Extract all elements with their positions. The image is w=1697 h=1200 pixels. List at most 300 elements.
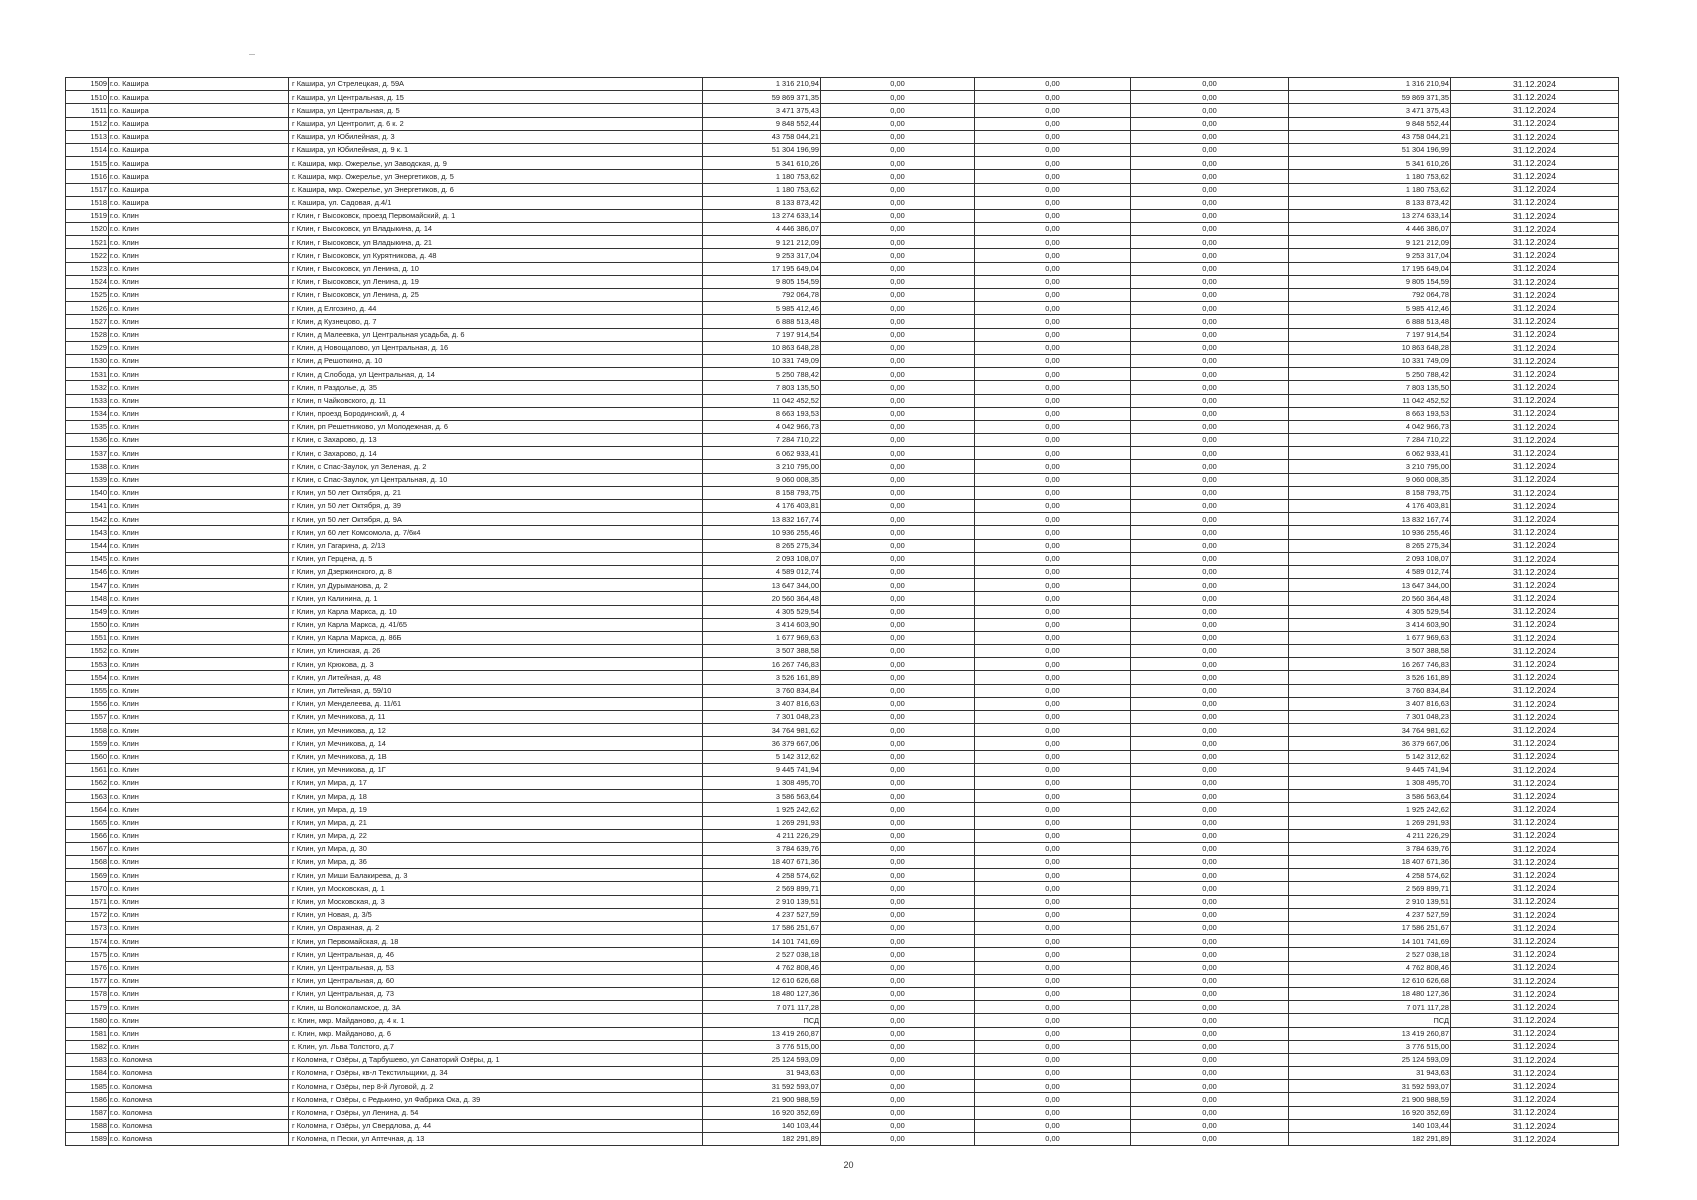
municipality-cell: г.о. Коломна: [109, 1106, 289, 1119]
amount-total-cell: 2 569 899,71: [703, 882, 821, 895]
amount-col-3-cell: 0,00: [975, 803, 1131, 816]
address-cell: г. Кашира, мкр. Ожерелье, ул Заводская, д. 9: [289, 157, 703, 170]
amount-col-3-cell: 0,00: [975, 1119, 1131, 1132]
amount-col-4-cell: 0,00: [1131, 407, 1289, 420]
municipality-cell: г.о. Коломна: [109, 1067, 289, 1080]
municipality-cell: г.о. Кашира: [109, 196, 289, 209]
date-cell: 31.12.2024: [1451, 882, 1619, 895]
amount-col-2-cell: 0,00: [821, 908, 975, 921]
amount-col-3-cell: 0,00: [975, 842, 1131, 855]
amount-col-2-cell: 0,00: [821, 948, 975, 961]
table-row: [66, 658, 1619, 671]
municipality-cell: г.о. Клин: [109, 1040, 289, 1053]
amount-col-2-cell: 0,00: [821, 1001, 975, 1014]
amount-total-cell: 13 274 633,14: [703, 209, 821, 222]
table-row: [66, 460, 1619, 473]
table-row: [66, 790, 1619, 803]
amount-col-2-cell: 0,00: [821, 1119, 975, 1132]
table-row: [66, 104, 1619, 117]
date-cell: 31.12.2024: [1451, 605, 1619, 618]
amount-col-3-cell: 0,00: [975, 315, 1131, 328]
table-row: [66, 209, 1619, 222]
date-cell: 31.12.2024: [1451, 157, 1619, 170]
address-cell: г. Кашира, ул. Садовая, д.4/1: [289, 196, 703, 209]
table-row: [66, 117, 1619, 130]
amount-total-cell: 13 832 167,74: [703, 513, 821, 526]
amount-total-cell: 3 526 161,89: [703, 671, 821, 684]
amount-col-4-cell: 0,00: [1131, 315, 1289, 328]
address-cell: г Клин, ул Литейная, д. 48: [289, 671, 703, 684]
amount-col-3-cell: 0,00: [975, 1093, 1131, 1106]
amount-balance-cell: 31 592 593,07: [1289, 1080, 1451, 1093]
address-cell: г Клин, д Кузнецово, д. 7: [289, 315, 703, 328]
amount-col-2-cell: 0,00: [821, 895, 975, 908]
amount-balance-cell: 5 341 610,26: [1289, 157, 1451, 170]
amount-balance-cell: 792 064,78: [1289, 289, 1451, 302]
amount-col-3-cell: 0,00: [975, 209, 1131, 222]
amount-balance-cell: 2 569 899,71: [1289, 882, 1451, 895]
amount-col-4-cell: 0,00: [1131, 1119, 1289, 1132]
amount-col-3-cell: 0,00: [975, 539, 1131, 552]
address-cell: г Клин, г Высоковск, проезд Первомайский, д. 1: [289, 209, 703, 222]
amount-col-2-cell: 0,00: [821, 631, 975, 644]
amount-col-2-cell: 0,00: [821, 697, 975, 710]
amount-total-cell: 1 308 495,70: [703, 776, 821, 789]
amount-col-3-cell: 0,00: [975, 500, 1131, 513]
municipality-cell: г.о. Клин: [109, 381, 289, 394]
amount-col-4-cell: 0,00: [1131, 460, 1289, 473]
amount-col-2-cell: 0,00: [821, 143, 975, 156]
amount-col-3-cell: 0,00: [975, 157, 1131, 170]
table-row: [66, 1001, 1619, 1014]
address-cell: г Клин, п Раздолье, д. 35: [289, 381, 703, 394]
table-row: [66, 78, 1619, 91]
date-cell: 31.12.2024: [1451, 196, 1619, 209]
amount-balance-cell: 1 308 495,70: [1289, 776, 1451, 789]
date-cell: 31.12.2024: [1451, 354, 1619, 367]
address-cell: г Коломна, г Озёры, ул Ленина, д. 54: [289, 1106, 703, 1119]
amount-total-cell: 18 480 127,36: [703, 987, 821, 1000]
row-number-cell: 1531: [66, 368, 109, 381]
amount-balance-cell: 9 253 317,04: [1289, 249, 1451, 262]
amount-col-4-cell: 0,00: [1131, 816, 1289, 829]
address-cell: г Клин, с Захарово, д. 13: [289, 434, 703, 447]
amount-total-cell: 34 764 981,62: [703, 724, 821, 737]
date-cell: 31.12.2024: [1451, 104, 1619, 117]
table-row: [66, 473, 1619, 486]
municipality-cell: г.о. Коломна: [109, 1133, 289, 1146]
amount-col-4-cell: 0,00: [1131, 579, 1289, 592]
row-number-cell: 1540: [66, 486, 109, 499]
table-row: [66, 961, 1619, 974]
amount-balance-cell: 6 888 513,48: [1289, 315, 1451, 328]
amount-total-cell: 3 586 563,64: [703, 790, 821, 803]
amount-col-3-cell: 0,00: [975, 922, 1131, 935]
municipality-cell: г.о. Кашира: [109, 130, 289, 143]
amount-col-3-cell: 0,00: [975, 856, 1131, 869]
table-row: [66, 91, 1619, 104]
table-row: [66, 275, 1619, 288]
row-number-cell: 1510: [66, 91, 109, 104]
table-row: [66, 948, 1619, 961]
amount-col-2-cell: 0,00: [821, 1093, 975, 1106]
row-number-cell: 1558: [66, 724, 109, 737]
row-number-cell: 1534: [66, 407, 109, 420]
amount-col-4-cell: 0,00: [1131, 684, 1289, 697]
address-cell: г Клин, ул Мечникова, д. 1Г: [289, 763, 703, 776]
amount-balance-cell: 59 869 371,35: [1289, 91, 1451, 104]
amount-balance-cell: 5 142 312,62: [1289, 750, 1451, 763]
amount-total-cell: 3 407 816,63: [703, 697, 821, 710]
table-row: [66, 447, 1619, 460]
amount-balance-cell: 20 560 364,48: [1289, 592, 1451, 605]
date-cell: 31.12.2024: [1451, 803, 1619, 816]
amount-balance-cell: 21 900 988,59: [1289, 1093, 1451, 1106]
amount-balance-cell: 3 414 603,90: [1289, 618, 1451, 631]
date-cell: 31.12.2024: [1451, 420, 1619, 433]
table-row: [66, 354, 1619, 367]
amount-col-3-cell: 0,00: [975, 1067, 1131, 1080]
municipality-cell: г.о. Клин: [109, 724, 289, 737]
date-cell: 31.12.2024: [1451, 961, 1619, 974]
amount-total-cell: 31 592 593,07: [703, 1080, 821, 1093]
amount-col-4-cell: 0,00: [1131, 249, 1289, 262]
date-cell: 31.12.2024: [1451, 473, 1619, 486]
amount-col-4-cell: 0,00: [1131, 922, 1289, 935]
date-cell: 31.12.2024: [1451, 183, 1619, 196]
date-cell: 31.12.2024: [1451, 91, 1619, 104]
table-row: [66, 895, 1619, 908]
row-number-cell: 1539: [66, 473, 109, 486]
date-cell: 31.12.2024: [1451, 447, 1619, 460]
address-cell: г Клин, ул 50 лет Октября, д. 9А: [289, 513, 703, 526]
amount-total-cell: 8 265 275,34: [703, 539, 821, 552]
amount-balance-cell: 3 776 515,00: [1289, 1040, 1451, 1053]
address-cell: г Клин, ул Центральная, д. 60: [289, 974, 703, 987]
row-number-cell: 1563: [66, 790, 109, 803]
table-row: [66, 1119, 1619, 1132]
amount-total-cell: 10 331 749,09: [703, 354, 821, 367]
amount-balance-cell: 1 677 969,63: [1289, 631, 1451, 644]
address-cell: г Клин, г Высоковск, ул Курятникова, д. 48: [289, 249, 703, 262]
amount-col-3-cell: 0,00: [975, 117, 1131, 130]
amount-col-4-cell: 0,00: [1131, 961, 1289, 974]
amount-col-3-cell: 0,00: [975, 407, 1131, 420]
amount-col-2-cell: 0,00: [821, 565, 975, 578]
address-cell: г Клин, ул Первомайская, д. 18: [289, 935, 703, 948]
table-row: [66, 1093, 1619, 1106]
amount-col-2-cell: 0,00: [821, 354, 975, 367]
amount-total-cell: 13 647 344,00: [703, 579, 821, 592]
amount-total-cell: 4 176 403,81: [703, 500, 821, 513]
row-number-cell: 1520: [66, 223, 109, 236]
amount-col-4-cell: 0,00: [1131, 434, 1289, 447]
row-number-cell: 1564: [66, 803, 109, 816]
address-cell: г Клин, ул Карла Маркса, д. 10: [289, 605, 703, 618]
amount-col-3-cell: 0,00: [975, 381, 1131, 394]
amount-col-4-cell: 0,00: [1131, 1001, 1289, 1014]
address-cell: г Клин, ул Мечникова, д. 12: [289, 724, 703, 737]
amount-col-4-cell: 0,00: [1131, 354, 1289, 367]
amount-col-2-cell: 0,00: [821, 420, 975, 433]
amount-col-3-cell: 0,00: [975, 750, 1131, 763]
amount-col-4-cell: 0,00: [1131, 948, 1289, 961]
address-cell: г Клин, ул Мира, д. 30: [289, 842, 703, 855]
table-row: [66, 486, 1619, 499]
date-cell: 31.12.2024: [1451, 1001, 1619, 1014]
amount-col-3-cell: 0,00: [975, 1040, 1131, 1053]
address-cell: г Клин, ул Мечникова, д. 14: [289, 737, 703, 750]
amount-col-4-cell: 0,00: [1131, 908, 1289, 921]
amount-col-3-cell: 0,00: [975, 697, 1131, 710]
table-body: [66, 78, 1619, 1146]
amount-col-3-cell: 0,00: [975, 223, 1131, 236]
amount-balance-cell: 7 803 135,50: [1289, 381, 1451, 394]
date-cell: 31.12.2024: [1451, 592, 1619, 605]
amount-total-cell: 6 062 933,41: [703, 447, 821, 460]
amount-col-4-cell: 0,00: [1131, 565, 1289, 578]
table-row: [66, 394, 1619, 407]
amount-col-2-cell: 0,00: [821, 882, 975, 895]
municipality-cell: г.о. Клин: [109, 275, 289, 288]
amount-col-4-cell: 0,00: [1131, 1067, 1289, 1080]
municipality-cell: г.о. Клин: [109, 460, 289, 473]
amount-col-2-cell: 0,00: [821, 209, 975, 222]
amount-col-3-cell: 0,00: [975, 1053, 1131, 1066]
row-number-cell: 1515: [66, 157, 109, 170]
amount-col-4-cell: 0,00: [1131, 1080, 1289, 1093]
table-row: [66, 697, 1619, 710]
municipality-cell: г.о. Кашира: [109, 183, 289, 196]
address-cell: г Клин, ул Мечникова, д. 1В: [289, 750, 703, 763]
amount-col-4-cell: 0,00: [1131, 987, 1289, 1000]
row-number-cell: 1518: [66, 196, 109, 209]
row-number-cell: 1580: [66, 1014, 109, 1027]
row-number-cell: 1524: [66, 275, 109, 288]
row-number-cell: 1577: [66, 974, 109, 987]
date-cell: 31.12.2024: [1451, 579, 1619, 592]
amount-col-4-cell: 0,00: [1131, 328, 1289, 341]
date-cell: 31.12.2024: [1451, 368, 1619, 381]
amount-total-cell: 8 663 193,53: [703, 407, 821, 420]
amount-balance-cell: 31 943,63: [1289, 1067, 1451, 1080]
amount-balance-cell: 17 586 251,67: [1289, 922, 1451, 935]
amount-total-cell: 140 103,44: [703, 1119, 821, 1132]
amount-col-4-cell: 0,00: [1131, 500, 1289, 513]
row-number-cell: 1562: [66, 776, 109, 789]
amount-col-4-cell: 0,00: [1131, 420, 1289, 433]
table-row: [66, 750, 1619, 763]
amount-col-2-cell: 0,00: [821, 829, 975, 842]
amount-total-cell: 4 762 808,46: [703, 961, 821, 974]
municipality-cell: г.о. Кашира: [109, 91, 289, 104]
amount-col-2-cell: 0,00: [821, 961, 975, 974]
amount-col-2-cell: 0,00: [821, 302, 975, 315]
scan-artifact-line: [249, 54, 255, 55]
date-cell: 31.12.2024: [1451, 816, 1619, 829]
address-cell: г Клин, г Высоковск, ул Владыкина, д. 21: [289, 236, 703, 249]
amount-balance-cell: 18 407 671,36: [1289, 856, 1451, 869]
amount-col-2-cell: 0,00: [821, 856, 975, 869]
amount-col-2-cell: 0,00: [821, 447, 975, 460]
amount-total-cell: 9 060 008,35: [703, 473, 821, 486]
amount-balance-cell: 11 042 452,52: [1289, 394, 1451, 407]
amount-col-4-cell: 0,00: [1131, 394, 1289, 407]
amount-col-4-cell: 0,00: [1131, 671, 1289, 684]
row-number-cell: 1554: [66, 671, 109, 684]
address-cell: г Клин, д Новощапово, ул Центральная, д. 16: [289, 341, 703, 354]
municipality-cell: г.о. Клин: [109, 882, 289, 895]
amount-balance-cell: 13 274 633,14: [1289, 209, 1451, 222]
amount-col-4-cell: 0,00: [1131, 368, 1289, 381]
municipality-cell: г.о. Клин: [109, 790, 289, 803]
address-cell: г Клин, ул 50 лет Октября, д. 21: [289, 486, 703, 499]
amount-total-cell: 9 121 212,09: [703, 236, 821, 249]
address-cell: г Клин, с Спас-Заулок, ул Центральная, д. 10: [289, 473, 703, 486]
row-number-cell: 1517: [66, 183, 109, 196]
row-number-cell: 1572: [66, 908, 109, 921]
amount-total-cell: 3 760 834,84: [703, 684, 821, 697]
municipality-cell: г.о. Клин: [109, 1001, 289, 1014]
address-cell: г Кашира, ул Стрелецкая, д. 59А: [289, 78, 703, 91]
row-number-cell: 1548: [66, 592, 109, 605]
amount-col-3-cell: 0,00: [975, 895, 1131, 908]
row-number-cell: 1523: [66, 262, 109, 275]
amount-col-3-cell: 0,00: [975, 526, 1131, 539]
municipality-cell: г.о. Клин: [109, 645, 289, 658]
address-cell: г Клин, ул Центральная, д. 46: [289, 948, 703, 961]
amount-total-cell: 5 985 412,46: [703, 302, 821, 315]
table-row: [66, 130, 1619, 143]
date-cell: 31.12.2024: [1451, 209, 1619, 222]
municipality-cell: г.о. Клин: [109, 302, 289, 315]
row-number-cell: 1530: [66, 354, 109, 367]
date-cell: 31.12.2024: [1451, 381, 1619, 394]
municipality-cell: г.о. Клин: [109, 289, 289, 302]
municipality-cell: г.о. Клин: [109, 315, 289, 328]
row-number-cell: 1574: [66, 935, 109, 948]
table-row: [66, 407, 1619, 420]
date-cell: 31.12.2024: [1451, 737, 1619, 750]
amount-total-cell: 5 341 610,26: [703, 157, 821, 170]
amount-col-2-cell: 0,00: [821, 842, 975, 855]
address-cell: г Клин, ул Овражная, д. 2: [289, 922, 703, 935]
amount-total-cell: 4 446 386,07: [703, 223, 821, 236]
amount-total-cell: 51 304 196,99: [703, 143, 821, 156]
amount-col-3-cell: 0,00: [975, 289, 1131, 302]
amount-balance-cell: 10 936 255,46: [1289, 526, 1451, 539]
amount-col-4-cell: 0,00: [1131, 262, 1289, 275]
address-cell: г Клин, ул Мира, д. 22: [289, 829, 703, 842]
row-number-cell: 1513: [66, 130, 109, 143]
address-cell: г Клин, ул Крюкова, д. 3: [289, 658, 703, 671]
address-cell: г Клин, ул Мира, д. 19: [289, 803, 703, 816]
amount-col-4-cell: 0,00: [1131, 974, 1289, 987]
amount-col-4-cell: 0,00: [1131, 776, 1289, 789]
amount-col-2-cell: 0,00: [821, 1067, 975, 1080]
amount-col-2-cell: 0,00: [821, 91, 975, 104]
amount-col-3-cell: 0,00: [975, 763, 1131, 776]
amount-col-3-cell: 0,00: [975, 658, 1131, 671]
amount-col-2-cell: 0,00: [821, 78, 975, 91]
amount-col-4-cell: 0,00: [1131, 631, 1289, 644]
address-cell: г Клин, ул Миши Балакирева, д. 3: [289, 869, 703, 882]
row-number-cell: 1527: [66, 315, 109, 328]
amount-col-2-cell: 0,00: [821, 671, 975, 684]
amount-col-4-cell: 0,00: [1131, 209, 1289, 222]
municipality-cell: г.о. Клин: [109, 776, 289, 789]
amount-total-cell: 7 803 135,50: [703, 381, 821, 394]
table-row: [66, 842, 1619, 855]
table-row: [66, 737, 1619, 750]
amount-balance-cell: 9 805 154,59: [1289, 275, 1451, 288]
amount-col-2-cell: 0,00: [821, 104, 975, 117]
amount-col-3-cell: 0,00: [975, 908, 1131, 921]
amount-total-cell: 2 527 038,18: [703, 948, 821, 961]
date-cell: 31.12.2024: [1451, 645, 1619, 658]
municipality-cell: г.о. Клин: [109, 500, 289, 513]
amount-col-2-cell: 0,00: [821, 1080, 975, 1093]
municipality-cell: г.о. Клин: [109, 341, 289, 354]
amount-total-cell: 10 863 648,28: [703, 341, 821, 354]
table-row: [66, 183, 1619, 196]
municipality-cell: г.о. Клин: [109, 803, 289, 816]
date-cell: 31.12.2024: [1451, 1119, 1619, 1132]
amount-balance-cell: 3 526 161,89: [1289, 671, 1451, 684]
address-cell: г Клин, ул Литейная, д. 59/10: [289, 684, 703, 697]
amount-col-3-cell: 0,00: [975, 816, 1131, 829]
row-number-cell: 1588: [66, 1119, 109, 1132]
table-row: [66, 671, 1619, 684]
amount-total-cell: 36 379 667,06: [703, 737, 821, 750]
amount-total-cell: 1 269 291,93: [703, 816, 821, 829]
table-row: [66, 711, 1619, 724]
date-cell: 31.12.2024: [1451, 500, 1619, 513]
amount-col-2-cell: 0,00: [821, 987, 975, 1000]
row-number-cell: 1521: [66, 236, 109, 249]
amount-col-4-cell: 0,00: [1131, 143, 1289, 156]
row-number-cell: 1576: [66, 961, 109, 974]
municipality-cell: г.о. Клин: [109, 605, 289, 618]
amount-balance-cell: 9 121 212,09: [1289, 236, 1451, 249]
date-cell: 31.12.2024: [1451, 1040, 1619, 1053]
date-cell: 31.12.2024: [1451, 341, 1619, 354]
municipality-cell: г.о. Клин: [109, 565, 289, 578]
amount-col-3-cell: 0,00: [975, 434, 1131, 447]
address-cell: г Клин, ул Центральная, д. 73: [289, 987, 703, 1000]
amount-col-3-cell: 0,00: [975, 130, 1131, 143]
amount-balance-cell: 9 445 741,94: [1289, 763, 1451, 776]
address-cell: г. Клин, мкр. Майданово, д. 6: [289, 1027, 703, 1040]
address-cell: г Клин, ул Центральная, д. 53: [289, 961, 703, 974]
amount-col-3-cell: 0,00: [975, 143, 1131, 156]
amount-balance-cell: 3 471 375,43: [1289, 104, 1451, 117]
row-number-cell: 1583: [66, 1053, 109, 1066]
row-number-cell: 1512: [66, 117, 109, 130]
amount-col-4-cell: 0,00: [1131, 526, 1289, 539]
amount-balance-cell: 16 920 352,69: [1289, 1106, 1451, 1119]
amount-col-2-cell: 0,00: [821, 869, 975, 882]
amount-col-4-cell: 0,00: [1131, 1093, 1289, 1106]
row-number-cell: 1567: [66, 842, 109, 855]
amount-col-3-cell: 0,00: [975, 104, 1131, 117]
amount-balance-cell: 7 301 048,23: [1289, 711, 1451, 724]
municipality-cell: г.о. Клин: [109, 842, 289, 855]
amount-col-2-cell: 0,00: [821, 750, 975, 763]
municipality-cell: г.о. Кашира: [109, 143, 289, 156]
amount-col-3-cell: 0,00: [975, 1080, 1131, 1093]
address-cell: г Клин, ул Московская, д. 1: [289, 882, 703, 895]
